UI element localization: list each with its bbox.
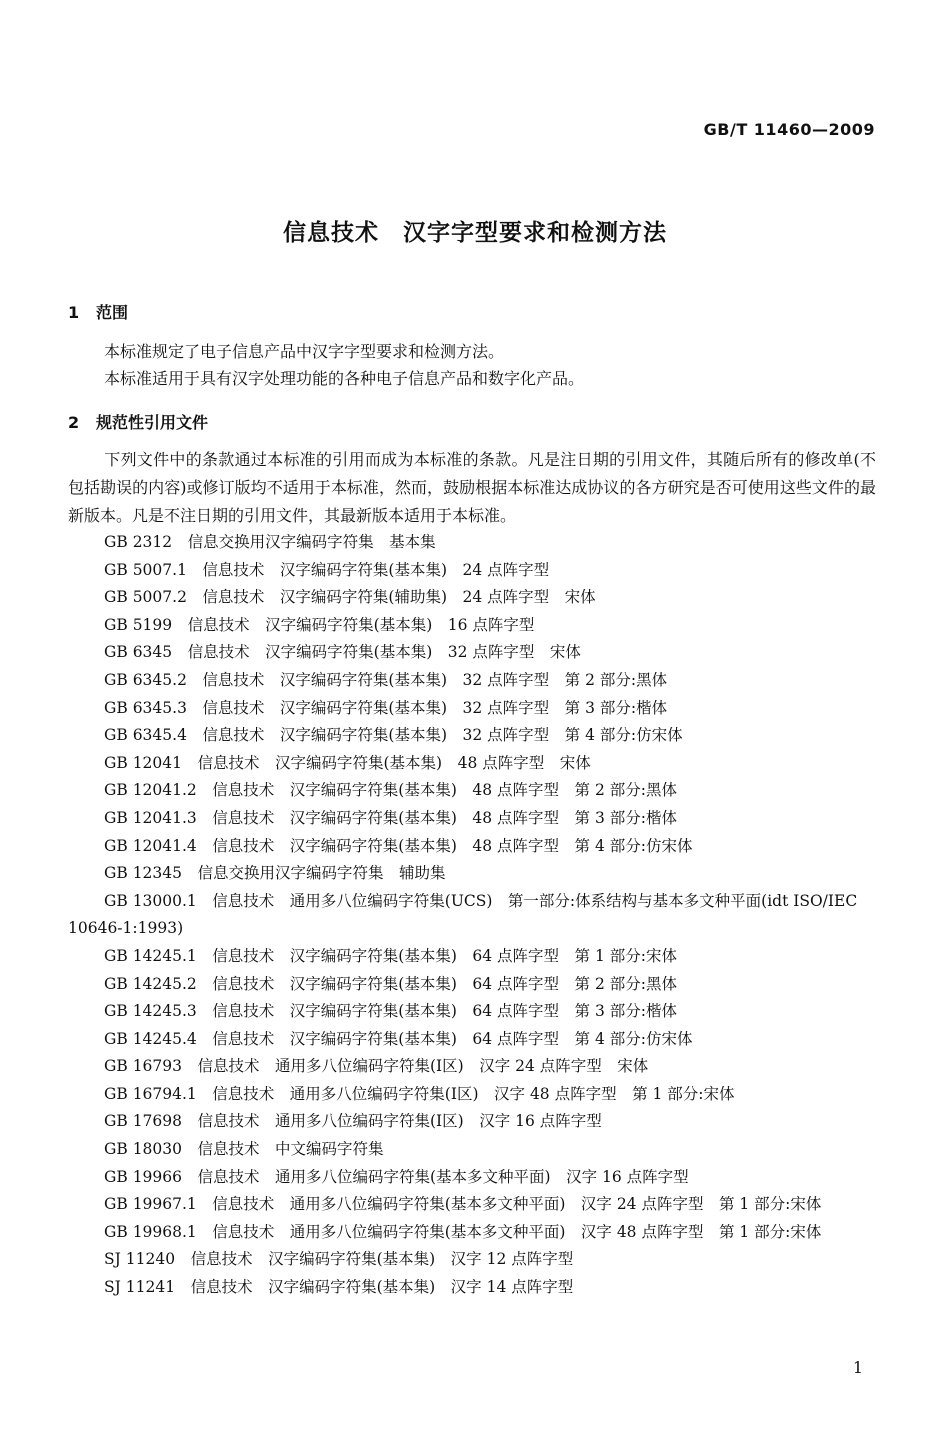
reference-item: GB 5199 信息技术 汉字编码字符集(基本集) 16 点阵字型 (104, 615, 535, 634)
reference-item: GB 6345.2 信息技术 汉字编码字符集(基本集) 32 点阵字型 第 2 部分:黑体 (104, 670, 668, 689)
reference-item: GB 14245.3 信息技术 汉字编码字符集(基本集) 64 点阵字型 第 3 部分:楷体 (104, 1002, 677, 1021)
reference-item: GB 6345.4 信息技术 汉字编码字符集(基本集) 32 点阵字型 第 4 部分:仿宋体 (104, 726, 683, 745)
reference-item: GB 12041.3 信息技术 汉字编码字符集(基本集) 48 点阵字型 第 3 部分:楷体 (104, 808, 677, 827)
section-title: 范围 (96, 303, 129, 322)
standard-code: GB/T 11460—2009 (703, 120, 875, 139)
section-title: 规范性引用文件 (96, 413, 209, 432)
scope-paragraph-2: 本标准适用于具有汉字处理功能的各种电子信息产品和数字化产品。 (104, 369, 585, 388)
reference-list (68, 529, 876, 1302)
reference-item: GB 6345 信息技术 汉字编码字符集(基本集) 32 点阵字型 宋体 (104, 643, 581, 662)
reference-item: GB 12041 信息技术 汉字编码字符集(基本集) 48 点阵字型 宋体 (104, 753, 591, 772)
reference-item: GB 16793 信息技术 通用多八位编码字符集(Ⅰ区) 汉字 24 点阵字型 宋体 (104, 1057, 649, 1076)
reference-item: SJ 11240 信息技术 汉字编码字符集(基本集) 汉字 12 点阵字型 (104, 1250, 574, 1269)
reference-item: GB 16794.1 信息技术 通用多八位编码字符集(Ⅰ区) 汉字 48 点阵字型 第 1 部分:宋体 (104, 1084, 735, 1103)
section-heading-scope (68, 300, 128, 323)
reference-item: GB 13000.1 信息技术 通用多八位编码字符集(UCS) 第一部分:体系结构与基本多文种平面(idt ISO/IEC 10646-1:1993) (68, 891, 858, 938)
reference-item: GB 19966 信息技术 通用多八位编码字符集(基本多文种平面) 汉字 16 点阵字型 (104, 1167, 689, 1186)
page-number: 1 (852, 1358, 863, 1377)
reference-item: SJ 11241 信息技术 汉字编码字符集(基本集) 汉字 14 点阵字型 (104, 1278, 574, 1297)
scope-paragraph-1: 本标准规定了电子信息产品中汉字字型要求和检测方法。 (104, 342, 505, 361)
reference-item: GB 6345.3 信息技术 汉字编码字符集(基本集) 32 点阵字型 第 3 部分:楷体 (104, 698, 668, 717)
reference-item: GB 14245.4 信息技术 汉字编码字符集(基本集) 64 点阵字型 第 4 部分:仿宋体 (104, 1029, 693, 1048)
reference-item: GB 12041.2 信息技术 汉字编码字符集(基本集) 48 点阵字型 第 2 部分:黑体 (104, 781, 677, 800)
reference-item: GB 14245.1 信息技术 汉字编码字符集(基本集) 64 点阵字型 第 1 部分:宋体 (104, 946, 677, 965)
references-intro-paragraph: 下列文件中的条款通过本标准的引用而成为本标准的条款。凡是注日期的引用文件，其随后所有的修改单(不包括勘误的内容)或修订版均不适用于本标准，然而，鼓励根据本标准达成协议的各方研究是否可使用这些文件的最新版本。凡是不注日期的引用文件，其最新版本适用于本标准。 (68, 450, 876, 525)
reference-item: GB 12041.4 信息技术 汉字编码字符集(基本集) 48 点阵字型 第 4 部分:仿宋体 (104, 836, 693, 855)
document-title: 信息技术 汉字字型要求和检测方法 (283, 220, 667, 246)
reference-item: GB 18030 信息技术 中文编码字符集 (104, 1140, 384, 1159)
section-number: 2 (68, 413, 80, 432)
reference-item: GB 5007.1 信息技术 汉字编码字符集(基本集) 24 点阵字型 (104, 560, 550, 579)
reference-item: GB 19968.1 信息技术 通用多八位编码字符集(基本多文种平面) 汉字 48 点阵字型 第 1 部分:宋体 (104, 1222, 822, 1241)
reference-item: GB 2312 信息交换用汉字编码字符集 基本集 (104, 533, 436, 551)
reference-item: GB 5007.2 信息技术 汉字编码字符集(辅助集) 24 点阵字型 宋体 (104, 588, 596, 607)
section-heading-normative-references (68, 410, 208, 433)
reference-item: GB 17698 信息技术 通用多八位编码字符集(Ⅰ区) 汉字 16 点阵字型 (104, 1112, 602, 1131)
reference-item: GB 12345 信息交换用汉字编码字符集 辅助集 (104, 864, 446, 883)
reference-item: GB 19967.1 信息技术 通用多八位编码字符集(基本多文种平面) 汉字 24 点阵字型 第 1 部分:宋体 (104, 1195, 822, 1214)
section-number: 1 (68, 303, 80, 322)
reference-item: GB 14245.2 信息技术 汉字编码字符集(基本集) 64 点阵字型 第 2 部分:黑体 (104, 974, 677, 993)
